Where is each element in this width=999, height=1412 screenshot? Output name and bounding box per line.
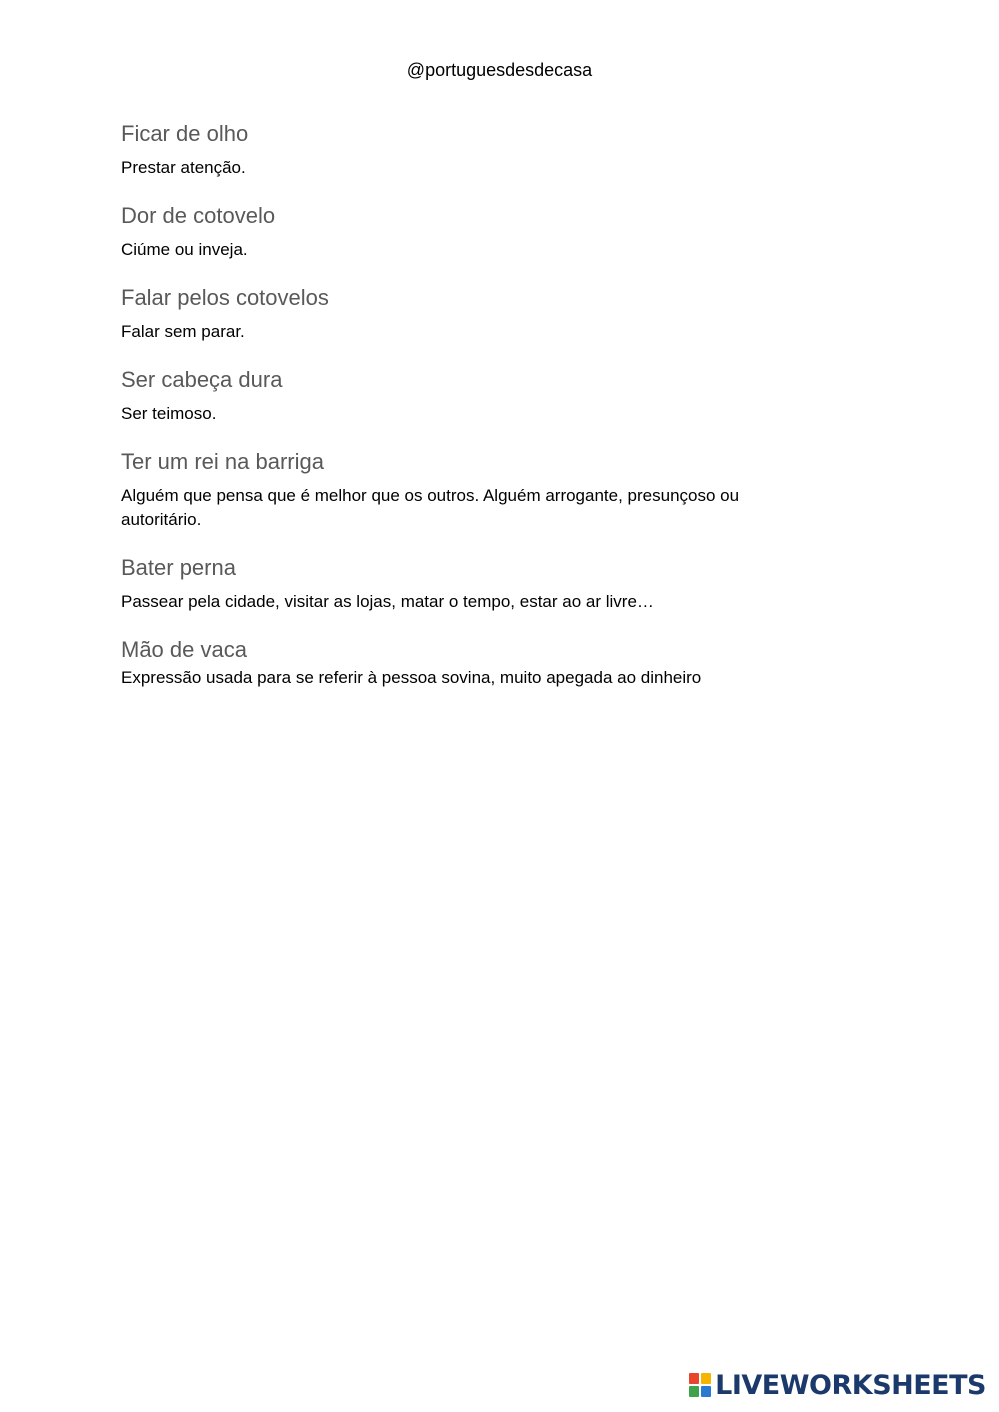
idiom-definition: Expressão usada para se referir à pessoa sovina, muito apegada ao dinheiro xyxy=(121,668,702,687)
idiom-definition: Falar sem parar. xyxy=(121,322,245,341)
idiom-term: Ficar de olho xyxy=(121,121,249,146)
idiom-definition: Ser teimoso. xyxy=(121,404,217,423)
logo-square xyxy=(689,1386,699,1397)
idiom-term: Falar pelos cotovelos xyxy=(121,285,329,310)
logo-text: LIVEWORKSHEETS xyxy=(715,1369,986,1401)
logo-square xyxy=(689,1373,699,1384)
idioms-list xyxy=(121,118,821,710)
idiom-definition: Prestar atenção. xyxy=(121,158,246,177)
idiom-definition: Alguém que pensa que é melhor que os outros. Alguém arrogante, presunçoso ou autoritário. xyxy=(121,486,740,529)
idiom-term: Ter um rei na barriga xyxy=(121,449,324,474)
logo-square xyxy=(701,1386,711,1397)
idiom-term: Ser cabeça dura xyxy=(121,367,283,392)
logo-square xyxy=(701,1373,711,1384)
header-handle: @portuguesdesdecasa xyxy=(406,60,593,80)
liveworksheets-logo-icon xyxy=(689,1373,711,1397)
list-item xyxy=(121,200,821,262)
idiom-term: Mão de vaca xyxy=(121,637,247,662)
idiom-definition: Passear pela cidade, visitar as lojas, matar o tempo, estar ao ar livre… xyxy=(121,592,654,611)
idiom-definition: Ciúme ou inveja. xyxy=(121,240,248,259)
liveworksheets-logo xyxy=(689,1370,986,1400)
list-item xyxy=(121,118,821,180)
list-item xyxy=(121,282,821,344)
idiom-term: Dor de cotovelo xyxy=(121,203,276,228)
list-item xyxy=(121,364,821,426)
list-item xyxy=(121,552,821,614)
list-item xyxy=(121,634,821,690)
list-item xyxy=(121,446,821,532)
idiom-term: Bater perna xyxy=(121,555,236,580)
